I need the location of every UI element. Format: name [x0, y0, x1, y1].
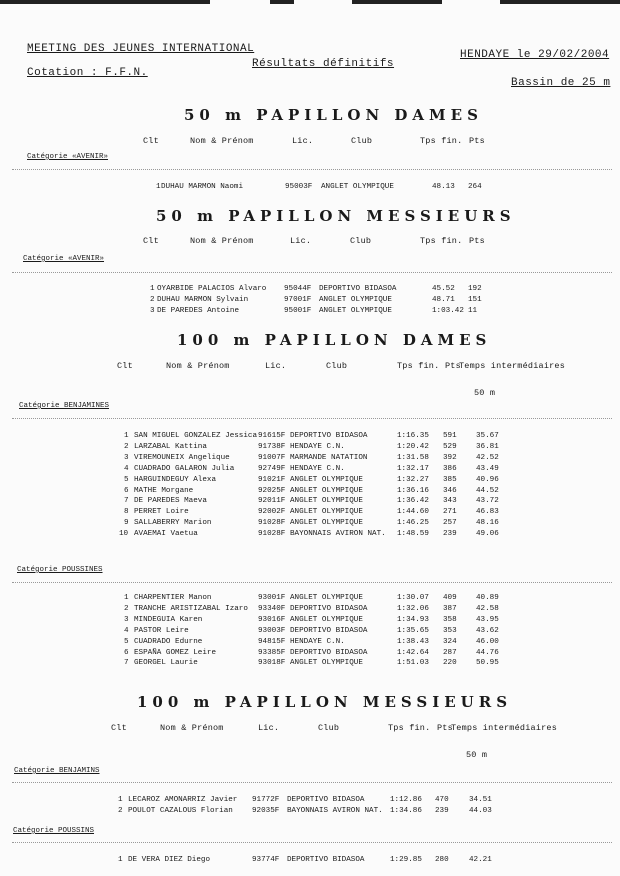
result-club: HENDAYE C.N. — [290, 442, 345, 451]
result-club: DEPORTIVO BIDASOA — [287, 796, 365, 804]
bassin: Bassin de 25 m — [511, 77, 611, 89]
result-pts: 220 — [443, 659, 457, 668]
result-club: DEPORTIVO BIDASOA — [319, 285, 397, 293]
column-header-name: Nom & Prénom — [190, 136, 254, 146]
result-club: BAYONNAIS AVIRON NAT. — [287, 806, 383, 815]
result-time: 1:36.16 — [397, 486, 429, 495]
result-pts: 386 — [443, 464, 457, 473]
result-name: AVAEMAI Vaetua — [134, 530, 198, 539]
event-title: 50 m PAPILLON DAMES — [184, 106, 483, 124]
result-lic: 95001F — [284, 306, 312, 315]
result-lic: 91615F — [258, 432, 286, 440]
result-lic: 93001F — [258, 594, 286, 602]
result-rank: 7 — [124, 497, 129, 506]
result-club: ANGLET OLYMPIQUE — [319, 306, 392, 315]
result-club: DEPORTIVO BIDASOA — [287, 856, 365, 864]
result-time: 1:32.17 — [397, 464, 429, 473]
result-name: SAN MIGUEL GONZALEZ Jessica — [134, 432, 258, 440]
result-time: 1:42.64 — [397, 648, 429, 657]
column-header-splits: Temps intermédiaires — [459, 361, 566, 371]
separator-line — [12, 842, 612, 843]
result-split: 40.96 — [476, 475, 499, 484]
column-header-pts: Pts — [469, 236, 485, 246]
column-header-split-50: 50 m — [466, 750, 488, 760]
result-split: 44.03 — [469, 806, 492, 815]
result-name: LARZABAL Kattina — [134, 442, 207, 451]
result-pts: 343 — [443, 497, 457, 506]
column-header-club: Club — [318, 723, 340, 733]
result-time: 48.13 — [432, 183, 455, 191]
result-club: BAYONNAIS AVIRON NAT. — [290, 530, 386, 539]
result-rank: 6 — [124, 486, 129, 495]
result-pts: 11 — [468, 306, 478, 315]
result-rank: 7 — [124, 659, 129, 668]
result-club: DEPORTIVO BIDASOA — [290, 604, 368, 613]
result-rank: 5 — [124, 475, 129, 484]
result-lic: 95044F — [284, 285, 312, 293]
column-header-time: Tps fin. — [420, 236, 463, 246]
column-header-time: Tps fin. — [420, 136, 463, 146]
cotation: Cotation : F.F.N. — [27, 67, 148, 79]
result-pts: 151 — [468, 295, 482, 304]
column-header-clt: Clt — [117, 361, 133, 371]
result-pts: 280 — [435, 856, 449, 864]
result-time: 1:34.93 — [397, 615, 429, 624]
result-pts: 257 — [443, 519, 457, 528]
result-time: 1:12.86 — [390, 796, 422, 804]
column-header-club: Club — [350, 236, 372, 246]
scan-edge-bar — [270, 0, 294, 4]
column-header-name: Nom & Prénom — [166, 361, 230, 371]
result-split: 44.76 — [476, 648, 499, 657]
result-time: 45.52 — [432, 285, 455, 293]
result-lic: 93018F — [258, 659, 286, 668]
result-split: 43.49 — [476, 464, 499, 473]
column-header-time: Tps fin. — [397, 361, 440, 371]
result-pts: 358 — [443, 615, 457, 624]
place-date: HENDAYE le 29/02/2004 — [460, 49, 610, 61]
column-header-split-50: 50 m — [474, 388, 496, 398]
result-name: TRANCHE ARISTIZABAL Izaro — [134, 604, 248, 613]
column-header-splits: Temps intermédiaires — [451, 723, 558, 733]
result-club: ANGLET OLYMPIQUE — [290, 475, 363, 484]
meeting-title: MEETING DES JEUNES INTERNATIONAL — [27, 43, 255, 55]
result-lic: 93340F — [258, 604, 286, 613]
result-club: DEPORTIVO BIDASOA — [290, 648, 368, 657]
result-name: CUADRADO Edurne — [134, 637, 203, 646]
result-club: ANGLET OLYMPIQUE — [290, 519, 363, 528]
column-header-name: Nom & Prénom — [160, 723, 224, 733]
result-club: HENDAYE C.N. — [290, 464, 345, 473]
result-pts: 324 — [443, 637, 457, 646]
result-split: 46.83 — [476, 508, 499, 517]
result-club: DEPORTIVO BIDASOA — [290, 432, 368, 440]
category-label: Catégorie POUSSINES — [17, 566, 103, 574]
result-rank: 4 — [124, 464, 129, 473]
result-rank: 1 — [124, 594, 129, 602]
column-header-clt: Clt — [143, 136, 159, 146]
result-rank: 1 — [118, 856, 123, 864]
result-lic: 97001F — [284, 295, 312, 304]
result-split: 46.00 — [476, 637, 499, 646]
result-name: DE PAREDES Antoine — [157, 306, 240, 315]
result-time: 1:46.25 — [397, 519, 429, 528]
result-pts: 591 — [443, 432, 457, 440]
result-split: 42.52 — [476, 453, 499, 462]
result-pts: 529 — [443, 442, 457, 451]
column-header-name: Nom & Prénom — [190, 236, 254, 246]
result-time: 1:16.35 — [397, 432, 429, 440]
result-pts: 271 — [443, 508, 457, 517]
result-time: 1:29.85 — [390, 856, 422, 864]
result-lic: 95003F — [285, 183, 313, 191]
result-name: DUHAU MARMON Sylvain — [157, 295, 249, 304]
result-pts: 409 — [443, 594, 457, 602]
result-split: 42.58 — [476, 604, 499, 613]
result-lic: 91028F — [258, 519, 286, 528]
result-lic: 91738F — [258, 442, 286, 451]
result-time: 1:35.65 — [397, 626, 429, 635]
result-name: DE PAREDES Maeva — [134, 497, 207, 506]
result-rank: 3 — [124, 615, 129, 624]
result-name: GEORGEL Laurie — [134, 659, 198, 668]
column-header-lic: Lic. — [290, 236, 312, 246]
result-rank: 3 — [124, 453, 129, 462]
result-time: 1:31.58 — [397, 453, 429, 462]
result-club: ANGLET OLYMPIQUE — [290, 594, 363, 602]
result-rank: 3 — [150, 306, 155, 315]
result-name: POULOT CAZALOUS Florian — [128, 806, 233, 815]
result-pts: 387 — [443, 604, 457, 613]
result-split: 43.72 — [476, 497, 499, 506]
result-pts: 353 — [443, 626, 457, 635]
result-time: 1:32.06 — [397, 604, 429, 613]
result-split: 42.21 — [469, 856, 492, 864]
column-header-pts: Pts — [469, 136, 485, 146]
result-rank: 10 — [119, 530, 129, 539]
result-name: SALLABERRY Marion — [134, 519, 212, 528]
separator-line — [12, 272, 612, 273]
result-time: 1:34.86 — [390, 806, 422, 815]
result-lic: 91028F — [258, 530, 286, 539]
result-lic: 92749F — [258, 464, 286, 473]
result-club: ANGLET OLYMPIQUE — [290, 486, 363, 495]
result-lic: 93774F — [252, 856, 280, 864]
result-time: 1:51.03 — [397, 659, 429, 668]
result-time: 1:03.42 — [432, 306, 464, 315]
result-lic: 93385F — [258, 648, 286, 657]
result-lic: 91007F — [258, 453, 286, 462]
column-header-pts: Pts — [445, 361, 461, 371]
category-label: Catégorie «AVENIR» — [23, 255, 105, 263]
scan-edge-bar — [0, 0, 210, 4]
event-title: 100 m PAPILLON DAMES — [177, 331, 492, 349]
result-name: DUHAU MARMON Naomi — [161, 183, 244, 191]
result-club: ANGLET OLYMPIQUE — [290, 659, 363, 668]
result-club: HENDAYE C.N. — [290, 637, 345, 646]
result-split: 48.16 — [476, 519, 499, 528]
result-name: CUADRADO GALARON Julia — [134, 464, 235, 473]
result-rank: 1 — [118, 796, 123, 804]
result-rank: 8 — [124, 508, 129, 517]
result-pts: 392 — [443, 453, 457, 462]
result-rank: 1 — [124, 432, 129, 440]
column-header-club: Club — [351, 136, 373, 146]
category-label: Catégorie POUSSINS — [13, 827, 95, 835]
result-lic: 92025F — [258, 486, 286, 495]
result-split: 34.51 — [469, 796, 492, 804]
result-pts: 264 — [468, 183, 482, 191]
result-pts: 470 — [435, 796, 449, 804]
result-lic: 94815F — [258, 637, 286, 646]
scan-edge-bar — [352, 0, 442, 4]
result-split: 43.95 — [476, 615, 499, 624]
result-split: 43.62 — [476, 626, 499, 635]
separator-line — [12, 169, 612, 170]
result-pts: 346 — [443, 486, 457, 495]
scan-edge-bar — [500, 0, 620, 4]
result-pts: 239 — [443, 530, 457, 539]
result-split: 50.95 — [476, 659, 499, 668]
result-name: PASTOR Leire — [134, 626, 189, 635]
category-label: Catégorie BENJAMINES — [19, 402, 110, 410]
result-rank: 2 — [124, 604, 129, 613]
result-name: MATHE Morgane — [134, 486, 194, 495]
result-pts: 192 — [468, 285, 482, 293]
result-name: HARGUINDEGUY Alexa — [134, 475, 217, 484]
result-rank: 1 — [156, 183, 161, 191]
result-club: ANGLET OLYMPIQUE — [321, 183, 394, 191]
result-club: ANGLET OLYMPIQUE — [290, 508, 363, 517]
result-pts: 239 — [435, 806, 449, 815]
result-time: 1:38.43 — [397, 637, 429, 646]
result-time: 1:36.42 — [397, 497, 429, 506]
result-club: ANGLET OLYMPIQUE — [319, 295, 392, 304]
result-name: CHARPENTIER Manon — [134, 594, 212, 602]
result-lic: 93003F — [258, 626, 286, 635]
result-lic: 91772F — [252, 796, 280, 804]
result-club: ANGLET OLYMPIQUE — [290, 615, 363, 624]
result-lic: 93016F — [258, 615, 286, 624]
result-name: LECAROZ AMONARRIZ Javier — [128, 796, 238, 804]
result-time: 48.71 — [432, 295, 455, 304]
result-pts: 287 — [443, 648, 457, 657]
result-split: 36.81 — [476, 442, 499, 451]
result-club: DEPORTIVO BIDASOA — [290, 626, 368, 635]
result-name: PERRET Loire — [134, 508, 189, 517]
result-split: 49.06 — [476, 530, 499, 539]
result-rank: 2 — [150, 295, 155, 304]
column-header-clt: Clt — [143, 236, 159, 246]
result-name: OYARBIDE PALACIOS Alvaro — [157, 285, 267, 293]
separator-line — [12, 418, 612, 419]
result-club: ANGLET OLYMPIQUE — [290, 497, 363, 506]
result-name: MINDEGUIA Karen — [134, 615, 203, 624]
result-lic: 92002F — [258, 508, 286, 517]
column-header-clt: Clt — [111, 723, 127, 733]
result-pts: 385 — [443, 475, 457, 484]
result-name: VIREMOUNEIX Angelique — [134, 453, 230, 462]
column-header-lic: Lic. — [292, 136, 314, 146]
result-rank: 1 — [150, 285, 155, 293]
category-label: Catégorie BENJAMINS — [14, 767, 100, 775]
results-title: Résultats définitifs — [252, 58, 395, 70]
result-rank: 9 — [124, 519, 129, 528]
event-title: 100 m PAPILLON MESSIEURS — [137, 693, 513, 711]
column-header-club: Club — [326, 361, 348, 371]
result-name: DE VERA DIEZ Diego — [128, 856, 211, 864]
result-name: ESPAÑA GOMEZ Leire — [134, 648, 217, 657]
result-rank: 2 — [124, 442, 129, 451]
result-time: 1:44.60 — [397, 508, 429, 517]
column-header-time: Tps fin. — [388, 723, 431, 733]
result-split: 44.52 — [476, 486, 499, 495]
result-rank: 6 — [124, 648, 129, 657]
column-header-pts: Pts — [437, 723, 453, 733]
result-rank: 5 — [124, 637, 129, 646]
separator-line — [12, 582, 612, 583]
result-club: MARMANDE NATATION — [290, 453, 368, 462]
column-header-lic: Lic. — [265, 361, 287, 371]
separator-line — [12, 782, 612, 783]
result-time: 1:30.07 — [397, 594, 429, 602]
category-label: Catégorie «AVENIR» — [27, 153, 109, 161]
result-time: 1:48.59 — [397, 530, 429, 539]
result-rank: 4 — [124, 626, 129, 635]
result-lic: 92011F — [258, 497, 286, 506]
event-title: 50 m PAPILLON MESSIEURS — [156, 207, 516, 225]
result-split: 35.67 — [476, 432, 499, 440]
result-time: 1:20.42 — [397, 442, 429, 451]
result-rank: 2 — [118, 806, 123, 815]
result-lic: 92035F — [252, 806, 280, 815]
result-time: 1:32.27 — [397, 475, 429, 484]
column-header-lic: Lic. — [258, 723, 280, 733]
result-split: 40.89 — [476, 594, 499, 602]
result-lic: 91021F — [258, 475, 286, 484]
